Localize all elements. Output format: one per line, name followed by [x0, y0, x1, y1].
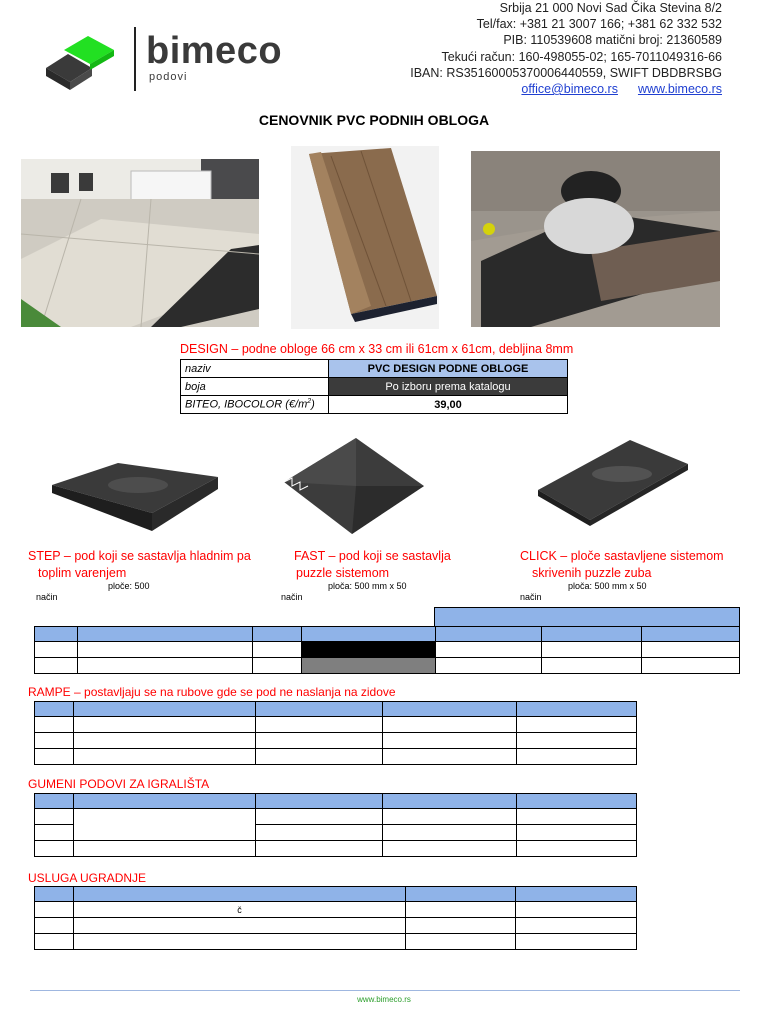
table-row [35, 702, 637, 717]
price-value-cell: 39,00 [329, 396, 568, 414]
label-naziv: naziv [181, 360, 329, 378]
tiles-price-table [34, 626, 740, 674]
label-boja: boja [181, 378, 329, 396]
fast-caption: FAST – pod koji se sastavlja puzzle sistemom [294, 549, 451, 580]
table-row [35, 749, 637, 765]
table-row [35, 841, 637, 857]
table-row [35, 642, 740, 658]
website-link[interactable]: www.bimeco.rs [637, 82, 722, 97]
usluga-heading: USLUGA UGRADNJE [28, 871, 147, 885]
table-row [35, 934, 637, 950]
logo-divider [134, 27, 136, 91]
table-row [435, 608, 740, 627]
step-tile-image [48, 455, 220, 535]
rampe-heading: RAMPE – postavljaju se na rubove gde se pod ne naslanja na zidove [28, 685, 396, 699]
pib-line: PIB: 110539608 matični broj: 21360589 [503, 33, 722, 48]
footer-divider [30, 990, 740, 991]
address-line: Srbija 21 000 Novi Sad Čika Stevina 8/2 [499, 1, 722, 15]
phone-line: Tel/fax: +381 21 3007 166; +381 62 332 532 [476, 17, 722, 32]
table-row [35, 627, 740, 642]
fast-size: ploča: 500 mm x 50 [328, 581, 407, 591]
table-row [181, 378, 568, 396]
click-tile-image [526, 436, 690, 528]
tiles-header-band [434, 607, 740, 627]
table-row [35, 717, 637, 733]
design-heading: DESIGN – podne obloge 66 cm x 33 cm ili 61cm x 61cm, debljina 8mm [180, 342, 574, 356]
table-row [35, 809, 637, 825]
step-caption: STEP – pod koji se sastavlja hladnim pa toplim varenjem [28, 549, 251, 580]
table-row [181, 360, 568, 378]
page-title: CENOVNIK PVC PODNIH OBLOGA [258, 112, 490, 128]
label-price: BITEO, IBOCOLOR $(€/m^2)$ [181, 396, 329, 414]
product-name-cell: PVC DESIGN PODNE OBLOGE [329, 360, 568, 378]
company-tagline: podovi [149, 71, 188, 83]
footer-website[interactable]: www.bimeco.rs [357, 995, 411, 1004]
bimeco-logo-icon [44, 32, 124, 94]
fast-nacin: način [281, 592, 303, 602]
step-nacin: način [36, 592, 58, 602]
wood-plank-photo [291, 146, 439, 329]
click-nacin: način [520, 592, 542, 602]
table-row [35, 658, 740, 674]
table-row [35, 733, 637, 749]
email-link[interactable]: office@bimeco.rs [521, 82, 618, 97]
usluga-table [34, 886, 637, 950]
account-line: Tekući račun: 160-498055-02; 165-7011049316-66 [441, 49, 722, 64]
click-caption: CLICK – ploče sastavljene sistemom skrivenih puzzle zuba [520, 549, 724, 580]
showroom-floor-photo [21, 159, 259, 327]
gumeni-table [34, 793, 637, 857]
gumeni-heading: GUMENI PODOVI ZA IGRALIŠTA [28, 777, 210, 791]
table-row [35, 794, 637, 809]
step-size: ploče: 500 [108, 581, 150, 591]
rampe-table [34, 701, 637, 765]
installer-photo [471, 151, 720, 327]
iban-line: IBAN: RS35160005370006440559, SWIFT DBDBRSBG [410, 65, 722, 80]
table-row [35, 887, 637, 902]
table-row [35, 918, 637, 934]
click-size: ploča: 500 mm x 50 [568, 581, 647, 591]
company-address-block [410, 0, 722, 97]
table-row [181, 396, 568, 414]
design-price-table [180, 359, 568, 414]
table-row: č [35, 902, 637, 918]
company-name: bimeco [146, 30, 283, 72]
contact-links [410, 81, 722, 97]
fast-tile-image [280, 432, 428, 540]
color-choice-cell: Po izboru prema katalogu [329, 378, 568, 396]
